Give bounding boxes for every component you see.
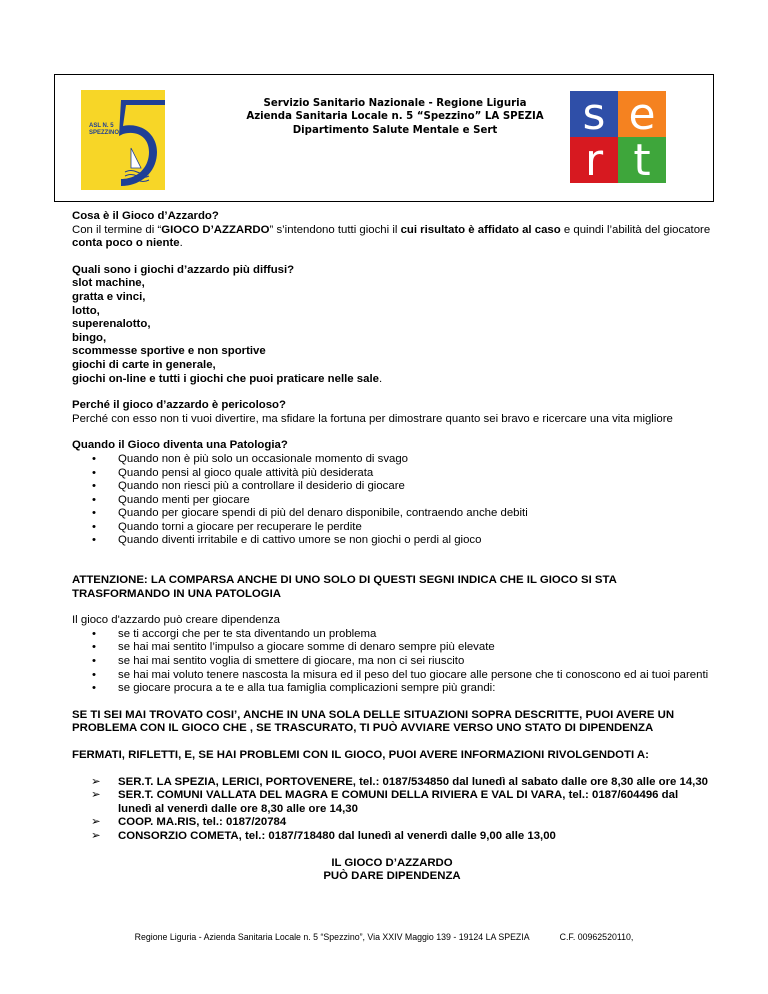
contacts-list	[72, 776, 712, 844]
footer-address: Regione Liguria - Azienda Sanitaria Locale n. 5 “Spezzino”, Via XXIV Maggio 139 - 19124 LA SPEZIA	[134, 932, 530, 942]
contact-text: SER.T. LA SPEZIA, LERICI, PORTOVENERE, tel.: 0187/534850 dal lunedì al sabato dalle ore 8,30 alle ore 14,30	[118, 775, 709, 788]
list-item-text: se hai mai sentito l’impulso a giocare somme di denaro sempre più elevate	[118, 641, 495, 654]
list-item-text: Quando diventi irritabile e di cattivo umore se non giochi o perdi al gioco	[118, 534, 482, 547]
contact-text: COOP. MA.RIS, tel.: 0187/20784	[118, 816, 287, 829]
section-why-dangerous	[72, 399, 712, 426]
closing-line: PUÒ DARE DIPENDENZA	[323, 870, 461, 883]
bullet-icon: •	[92, 668, 96, 681]
body-text: Il gioco d'azzardo può creare dipendenza	[72, 614, 280, 627]
bold-term: GIOCO D’AZZARDO	[161, 223, 270, 236]
bullet-icon: •	[92, 480, 96, 493]
header-line: Azienda Sanitaria Locale n. 5 “Spezzino” LA SPEZIA	[246, 111, 544, 123]
game-item: scommesse sportive e non sportive	[72, 345, 266, 358]
body-text: ” s’intendono tutti giochi il	[269, 223, 401, 236]
body-text: .	[179, 237, 183, 250]
list-item	[72, 641, 712, 655]
list-item	[72, 655, 712, 669]
logo-label: SPEZZINO	[89, 130, 120, 136]
section-title: Cosa è il Gioco d’Azzardo?	[72, 210, 219, 222]
list-item	[72, 507, 712, 521]
list-item-text: Quando per giocare spendi di più del denaro disponibile, contraendo anche debiti	[118, 507, 528, 520]
header-line: Dipartimento Salute Mentale e Sert	[292, 124, 498, 136]
contact-text: CONSORZIO COMETA, tel.: 0187/718480 dal lunedì al venerdì dalle 9,00 alle 13,00	[118, 829, 556, 842]
bold-term: conta poco o niente	[72, 237, 180, 250]
sert-letter: t	[633, 135, 651, 183]
list-item-text: se ti accorgi che per te sta diventando un problema	[118, 627, 377, 640]
list-item	[72, 669, 712, 683]
footer-tax-code: C.F. 00962520110,	[559, 932, 634, 942]
game-item: giochi on-line e tutti i giochi che puoi praticare nelle sale	[72, 372, 379, 385]
header-line: Servizio Sanitario Nazionale - Regione Liguria	[263, 98, 527, 109]
arrow-icon: ➢	[91, 816, 101, 829]
section-dependency-signs	[72, 614, 712, 696]
warning-notice	[72, 709, 712, 736]
section-title: Quando il Gioco diventa una Patologia?	[72, 439, 288, 452]
body-text: Con il termine di “	[72, 223, 162, 236]
list-item-text: se giocare procura a te e alla tua famiglia complicazioni sempre più grandi:	[118, 682, 496, 695]
list-item-text: Quando menti per giocare	[118, 493, 250, 506]
sert-letter: s	[582, 91, 606, 140]
arrow-icon: ➢	[91, 789, 101, 802]
bullet-icon: •	[92, 655, 96, 668]
list-item	[72, 453, 712, 467]
arrow-icon: ➢	[91, 829, 101, 842]
stop-text: FERMATI, RIFLETTI, E, SE HAI PROBLEMI CON IL GIOCO, PUOI AVERE INFORMAZIONI RIVOLGENDOTI A:	[72, 749, 649, 761]
bullet-icon: •	[92, 534, 96, 547]
game-item: gratta e vinci,	[72, 290, 146, 303]
closing-message	[72, 857, 712, 884]
section-common-games	[72, 264, 712, 386]
list-item-text: Quando non è più solo un occasionale momento di svago	[118, 452, 409, 465]
warning-text: SE TI SEI MAI TROVATO COSI’, ANCHE IN UNA SOLA DELLE SITUAZIONI SOPRA DESCRITTE, PUOI AVERE UN PROBLEMA CON IL GIOCO CHE , SE TRASCURATO, TI PUÒ AVVIARE VERSO UNO STATO DI DIPENDENZA	[72, 708, 675, 735]
bullet-icon: •	[92, 507, 96, 520]
bullet-icon: •	[92, 641, 96, 654]
punctuation: .	[378, 372, 383, 385]
stop-notice	[72, 749, 712, 763]
logo-label: ASL N. 5	[89, 123, 114, 129]
game-item: lotto,	[72, 304, 100, 317]
sert-letter: r	[584, 135, 604, 183]
bullet-icon: •	[92, 682, 96, 695]
body-text: e quindi l’abilità del giocatore	[560, 223, 711, 236]
contact-item	[72, 830, 712, 844]
section-title: Perché il gioco d’azzardo è pericoloso?	[72, 399, 286, 412]
closing-line: IL GIOCO D’AZZARDO	[331, 856, 453, 869]
body-text: Perché con esso non ti vuoi divertire, ma sfidare la fortuna per dimostrare quanto sei bravo e ricercare una vita migliore	[72, 412, 673, 425]
list-item	[72, 467, 712, 481]
bold-term: cui risultato è affidato al caso	[400, 223, 561, 236]
sert-logo	[570, 91, 666, 183]
list-item-text: se hai mai voluto tenere nascosta la misura ed il peso del tuo giocare alle persone che ti conoscono ed ai tuoi parenti	[118, 668, 709, 681]
pathology-list	[72, 453, 712, 548]
list-item	[72, 521, 712, 535]
list-item-text: Quando torni a giocare per recuperare le perdite	[118, 520, 362, 533]
contact-item	[72, 776, 712, 790]
game-item: superenalotto,	[72, 318, 151, 331]
bullet-icon: •	[92, 493, 96, 506]
list-item-text: Quando pensi al gioco quale attività più desiderata	[118, 466, 374, 479]
game-item: giochi di carte in generale,	[72, 358, 216, 371]
contact-text: SER.T. COMUNI VALLATA DEL MAGRA E COMUNI DELLA RIVIERA E VAL DI VARA, tel.: 0187/604496 dal lunedì al venerdì dalle ore 8,30 alle ore 14,30	[118, 789, 679, 815]
arrow-icon: ➢	[91, 775, 101, 788]
section-what-is-gambling	[72, 210, 712, 251]
game-item: slot machine,	[72, 277, 145, 290]
list-item	[72, 494, 712, 508]
asl-5-logo	[81, 90, 165, 190]
header-text	[225, 97, 565, 137]
section-title: Quali sono i giochi d’azzardo più diffusi?	[72, 263, 295, 276]
list-item	[72, 682, 712, 696]
game-item: bingo,	[72, 331, 107, 344]
contact-item	[72, 816, 712, 830]
bullet-icon: •	[92, 452, 96, 465]
list-item-text: Quando non riesci più a controllare il desiderio di giocare	[118, 480, 405, 493]
list-item-text: se hai mai sentito voglia di smettere di giocare, ma non ci sei riuscito	[118, 655, 465, 668]
bullet-icon: •	[92, 466, 96, 479]
bullet-icon: •	[92, 627, 96, 640]
list-item	[72, 480, 712, 494]
leaflet-body	[72, 210, 712, 884]
contact-item	[72, 789, 712, 816]
bullet-icon: •	[92, 520, 96, 533]
list-item	[72, 628, 712, 642]
dependency-list	[72, 628, 712, 696]
letterhead	[54, 74, 714, 202]
section-pathology	[72, 439, 712, 548]
attention-notice	[72, 574, 712, 601]
sert-letter: e	[628, 91, 656, 140]
list-item	[72, 534, 712, 548]
page-footer	[0, 931, 768, 945]
attention-text: ATTENZIONE: LA COMPARSA ANCHE DI UNO SOLO DI QUESTI SEGNI INDICA CHE IL GIOCO SI STA TRASFORMANDO IN UNA PATOLOGIA	[72, 574, 617, 600]
